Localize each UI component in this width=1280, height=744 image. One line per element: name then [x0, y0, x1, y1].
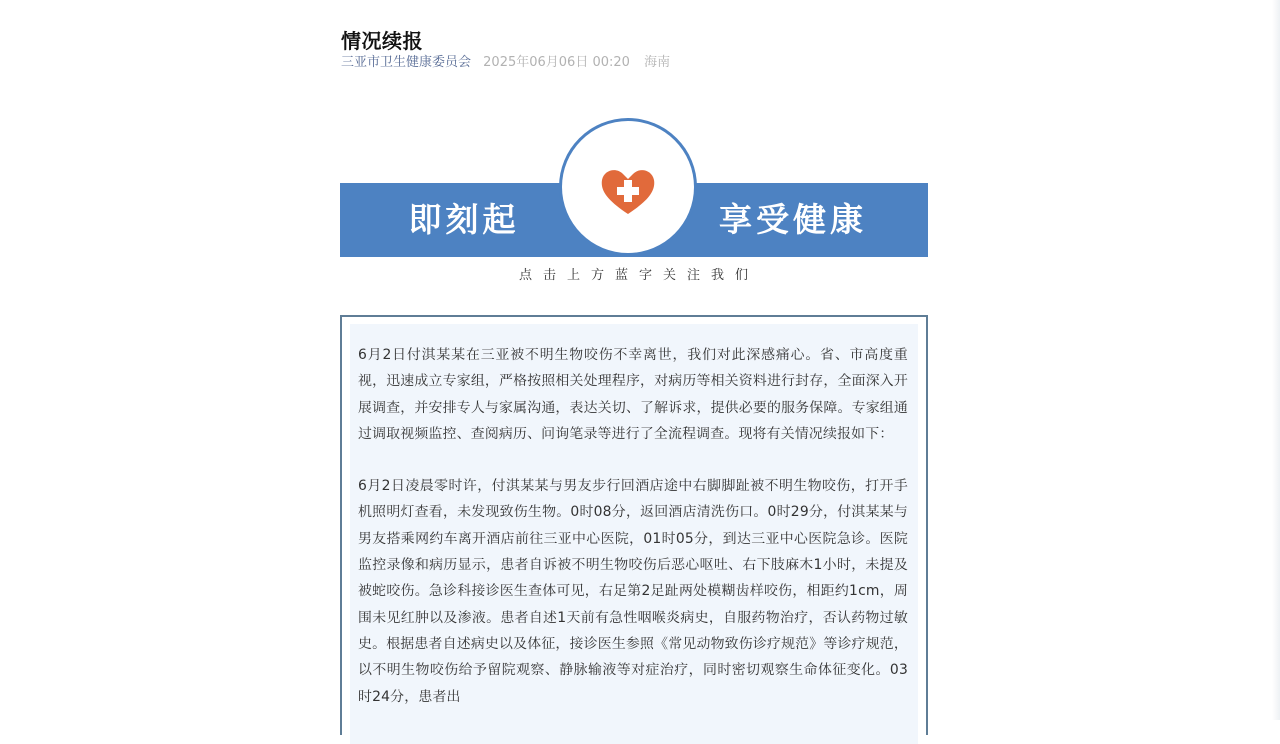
content-frame [340, 315, 928, 735]
article-title: 情况续报 [341, 29, 423, 54]
banner-right-text: 享受健康 [719, 200, 867, 239]
banner-graphic [340, 118, 928, 263]
content-panel [350, 324, 918, 744]
paragraph-timeline: 6月2日凌晨零时许，付淇某某与男友步行回酒店途中右脚脚趾被不明生物咬伤，打开手机照明灯查看，未发现致伤生物。0时08分，返回酒店清洗伤口。0时29分，付淇某某与男友搭乘网约车离开酒店前往三亚中心医院，01时05分，到达三亚中心医院急诊。医院监控录像和病历显示，患者自诉被不明生物咬伤后恶心呕吐、右下肢麻木1小时，未提及被蛇咬伤。急诊科接诊医生查体可见，右足第2足趾两处模糊齿样咬伤，相距约1cm，周围未见红肿以及渗液。患者自述1天前有急性咽喉炎病史，自服药物治疗，否认药物过敏史。根据患者自述病史以及体征，接诊医生参照《常见动物致伤诊疗规范》等诊疗规范，以不明生物咬伤给予留院观察、静脉输液等对症治疗，同时密切观察生命体征变化。03时24分，患者出 [358, 478, 908, 705]
banner-left-text: 即刻起 [408, 200, 520, 239]
paragraph-intro: 6月2日付淇某某在三亚被不明生物咬伤不幸离世，我们对此深感痛心。省、市高度重视，迅速成立专家组，严格按照相关处理程序，对病历等相关资料进行封存，全面深入开展调查，并安排专人与家属沟通，表达关切、了解诉求，提供必要的服务保障。专家组通过调取视频监控、查阅病历、问询笔录等进行了全流程调查。现将有关情况续报如下： [358, 347, 908, 442]
page-edge-shadow [1272, 0, 1280, 720]
publish-region: 海南 [644, 55, 671, 70]
header-banner [340, 118, 928, 288]
account-name-link[interactable]: 三亚市卫生健康委员会 [341, 55, 472, 70]
article-meta [341, 51, 670, 70]
publish-date: 2025年06月06日 00:20 [483, 55, 630, 70]
follow-tip: 点击上方蓝字关注我们 [518, 268, 759, 283]
